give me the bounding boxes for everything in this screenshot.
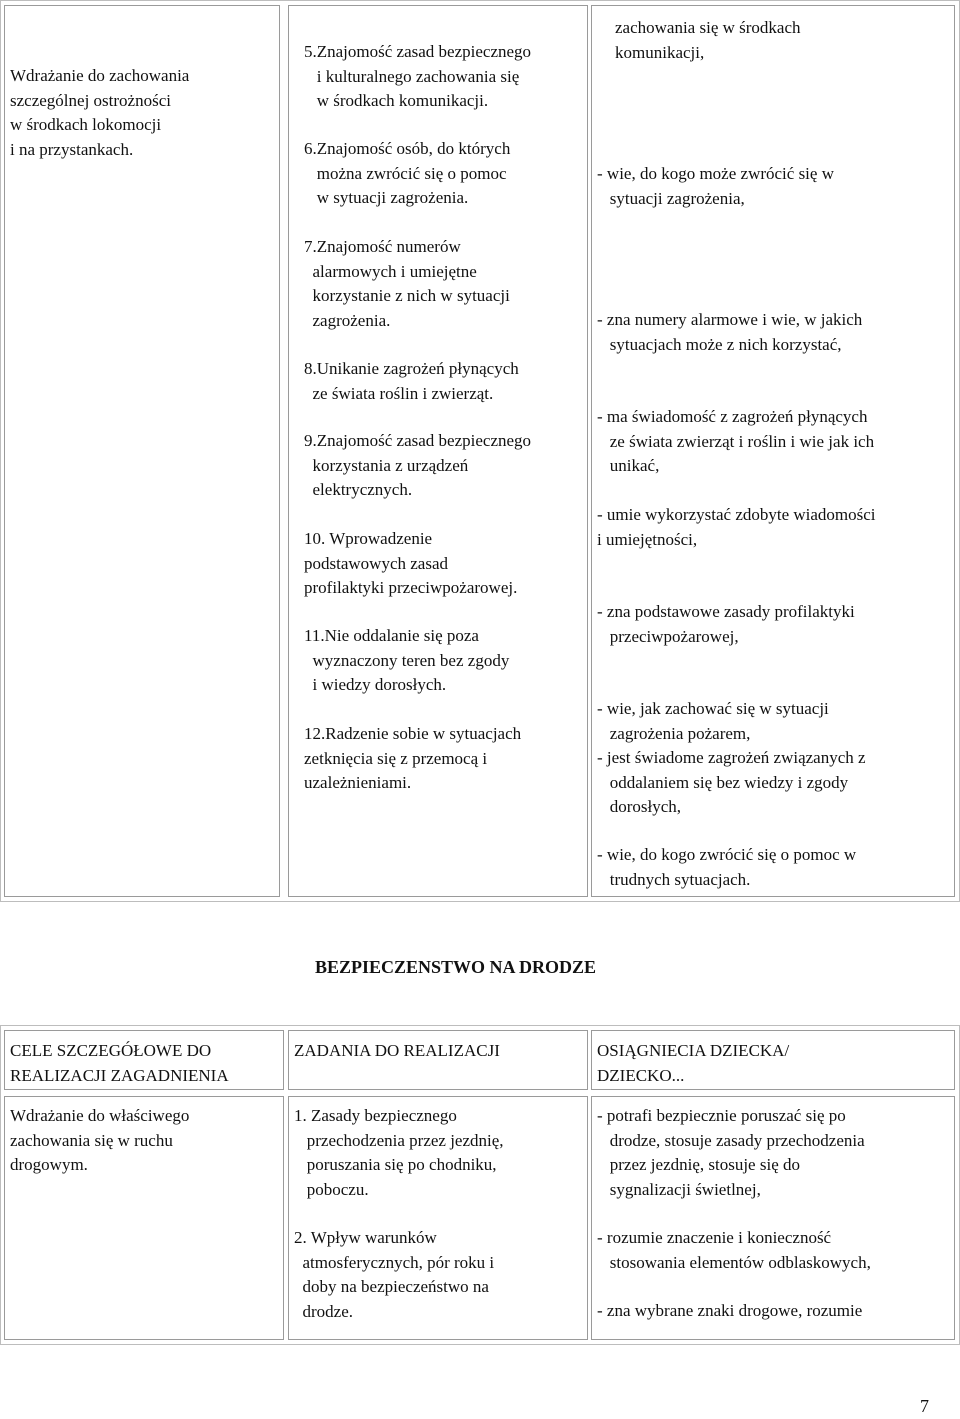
text-line: dorosłych, (597, 797, 682, 816)
text-line: przez jezdnię, stosuje się do (597, 1155, 800, 1174)
road-achievement-2 (597, 1226, 871, 1275)
text-line: korzystanie z nich w sytuacji (304, 286, 510, 305)
text-line: profilaktyki przeciwpożarowej. (304, 578, 518, 597)
text-line: w środkach lokomocji (10, 115, 162, 134)
task-9 (304, 429, 531, 503)
text-line: 9.Znajomość zasad bezpiecznego (304, 431, 532, 450)
text-line: zachowania się w środkach (615, 18, 801, 37)
achievement-4 (597, 405, 874, 479)
text-line: 2. Wpływ warunków (294, 1228, 437, 1247)
text-line: - zna wybrane znaki drogowe, rozumie (597, 1301, 863, 1320)
text-line: DZIECKO... (597, 1065, 685, 1085)
text-line: ZADANIA DO REALIZACJI (294, 1041, 500, 1060)
achievement-6 (597, 600, 855, 649)
text-line: komunikacji, (615, 42, 705, 62)
task-8 (304, 357, 519, 406)
text-line: Wdrażanie do właściwego (10, 1106, 190, 1125)
road-achievement-3 (597, 1299, 862, 1324)
text-line: - rozumie znaczenie i konieczność (597, 1228, 832, 1247)
text-line: uzależnieniami. (304, 773, 412, 792)
text-line: w sytuacji zagrożenia. (304, 188, 469, 207)
text-line: przeciwpożarowej, (597, 626, 739, 646)
task-7 (304, 235, 510, 333)
text-line: doby na bezpieczeństwo na (294, 1277, 489, 1296)
text-line: oddalaniem się bez wiedzy i zgody (597, 772, 849, 792)
task-12 (304, 722, 521, 796)
text-line: wyznaczony teren bez zgody (304, 650, 510, 670)
text-line: poruszania się po chodniku, (294, 1155, 497, 1174)
text-line: podstawowych zasad (304, 553, 448, 573)
text-line: szczególnej ostrożności (10, 90, 171, 110)
header-achievements (597, 1039, 789, 1088)
text-line: w środkach komunikacji. (304, 91, 489, 110)
text-line: unikać, (597, 456, 660, 475)
road-achievement-1 (597, 1104, 865, 1202)
text-line: - potrafi bezpiecznie poruszać się po (597, 1106, 846, 1125)
text-line: przechodzenia przez jezdnię, (294, 1130, 504, 1150)
text-line: 8.Unikanie zagrożeń płynących (304, 359, 519, 378)
text-line: 11.Nie oddalanie się poza (304, 626, 479, 645)
text-line: sytuacji zagrożenia, (597, 188, 745, 208)
text-line: drodze, stosuje zasady przechodzenia (597, 1130, 865, 1150)
text-line: - zna podstawowe zasady profilaktyki (597, 602, 855, 621)
task-6 (304, 137, 510, 211)
text-line: REALIZACJI ZAGADNIENIA (10, 1065, 229, 1085)
text-line: zetknięcia się z przemocą i (304, 748, 488, 768)
text-line: ze świata zwierząt i roślin i wie jak ich (597, 431, 875, 451)
page-number: 7 (920, 1396, 929, 1416)
text-line: można zwrócić się o pomoc (304, 163, 507, 183)
road-goal-text (10, 1104, 189, 1178)
section-heading: BEZPIECZENSTWO NA DRODZE (315, 957, 597, 977)
text-line: - ma świadomość z zagrożeń płynących (597, 407, 868, 426)
task-10 (304, 527, 517, 601)
text-line: zachowania się w ruchu (10, 1130, 173, 1150)
text-line: 7.Znajomość numerów (304, 237, 461, 256)
achievement-2 (597, 162, 834, 211)
text-line: korzystania z urządzeń (304, 455, 469, 475)
text-line: - zna numery alarmowe i wie, w jakich (597, 310, 863, 329)
text-line: 10. Wprowadzenie (304, 529, 433, 548)
task-11 (304, 624, 509, 698)
achievement-3 (597, 308, 862, 357)
text-line: elektrycznych. (304, 480, 413, 499)
text-line: poboczu. (294, 1179, 369, 1199)
text-line: 6.Znajomość osób, do których (304, 139, 511, 158)
text-line: stosowania elementów odblaskowych, (597, 1252, 871, 1272)
text-line: i kulturalnego zachowania się (304, 66, 520, 86)
text-line: - umie wykorzystać zdobyte wiadomości (597, 505, 876, 524)
text-line: i na przystankach. (10, 139, 134, 159)
text-line: - wie, do kogo może zwrócić się w (597, 164, 834, 183)
text-line: - jest świadome zagrożeń związanych z (597, 748, 866, 767)
road-task-2 (294, 1226, 494, 1324)
road-task-1 (294, 1104, 504, 1202)
text-line: zagrożenia pożarem, (597, 723, 751, 743)
text-line: CELE SZCZEGÓŁOWE DO (10, 1041, 212, 1060)
text-line: - wie, jak zachować się w sytuacji (597, 699, 829, 718)
text-line: 5.Znajomość zasad bezpiecznego (304, 42, 532, 61)
text-line: OSIĄGNIECIA DZIECKA/ (597, 1041, 790, 1060)
text-line: atmosferycznych, pór roku i (294, 1252, 495, 1272)
text-line: zagrożenia. (304, 310, 391, 330)
achievement-1 (615, 16, 801, 65)
task-5 (304, 40, 531, 114)
text-line: i wiedzy dorosłych. (304, 675, 447, 694)
text-line: ze świata roślin i zwierząt. (304, 383, 494, 403)
achievement-7 (597, 697, 866, 820)
header-tasks (294, 1039, 500, 1064)
text-line: alarmowych i umiejętne (304, 261, 477, 281)
header-goals (10, 1039, 229, 1088)
text-line: - wie, do kogo zwrócić się o pomoc w (597, 845, 857, 864)
text-line: 1. Zasady bezpiecznego (294, 1106, 457, 1125)
text-line: drodze. (294, 1301, 354, 1321)
text-line: sygnalizacji świetlnej, (597, 1179, 761, 1199)
text-line: 12.Radzenie sobie w sytuacjach (304, 724, 522, 743)
text-line: i umiejętności, (597, 529, 698, 549)
achievement-8 (597, 843, 856, 892)
text-line: trudnych sytuacjach. (597, 869, 751, 889)
achievement-5 (597, 503, 876, 552)
text-line: Wdrażanie do zachowania (10, 66, 190, 85)
text-line: sytuacjach może z nich korzystać, (597, 334, 842, 354)
text-line: drogowym. (10, 1155, 88, 1174)
goal-text (10, 64, 189, 162)
